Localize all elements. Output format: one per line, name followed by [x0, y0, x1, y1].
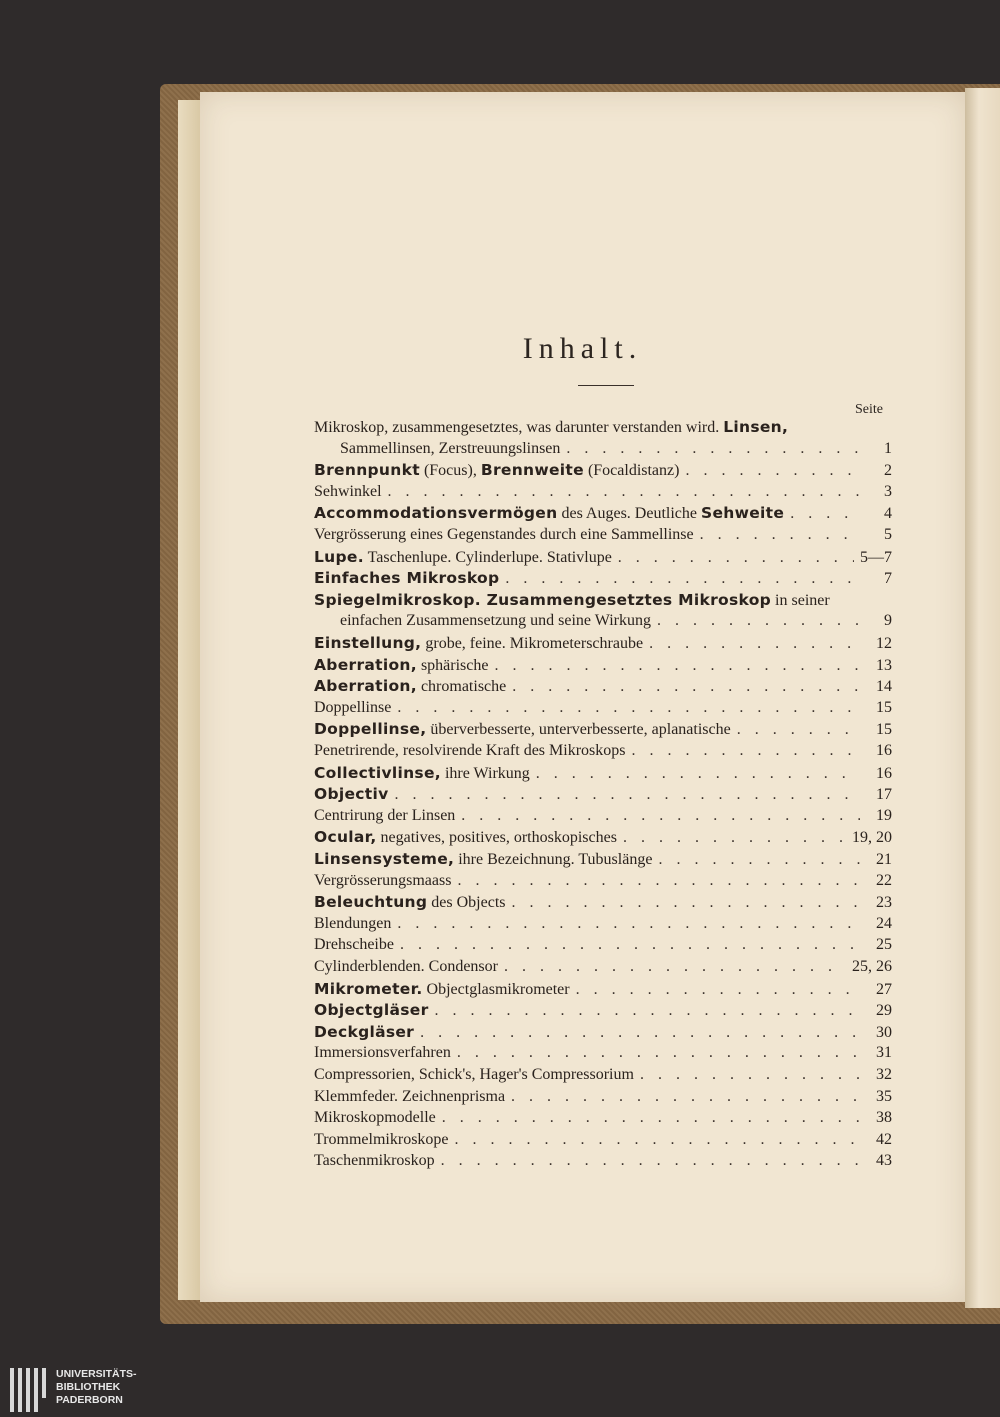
toc-page-number: 43	[876, 1152, 892, 1170]
toc-page-number: 31	[876, 1044, 892, 1062]
toc-entry-title	[314, 720, 731, 739]
toc-text: Vergrösserungsmaass	[314, 871, 452, 889]
toc-page-number: 14	[876, 678, 892, 696]
toc-entry	[314, 742, 892, 764]
toc-leader-dots	[400, 936, 860, 954]
toc-leader-dots	[457, 872, 860, 890]
toc-text: Blendungen	[314, 914, 392, 932]
toc-page-number: 15	[876, 698, 892, 716]
toc-entry	[314, 1109, 892, 1131]
toc-entry-title	[314, 828, 617, 847]
toc-leader-dots	[631, 742, 860, 760]
toc-page-number: 7	[884, 570, 892, 588]
toc-entry-title	[314, 807, 455, 825]
toc-entry-title	[314, 1131, 449, 1149]
toc-bold-term: Einstellung,	[314, 634, 422, 652]
library-logo	[10, 1368, 150, 1412]
toc-text: Trommelmikroskope	[314, 1130, 449, 1148]
toc-entry-title	[314, 569, 499, 588]
toc-leader-dots	[649, 635, 860, 653]
toc-text: Objectglasmikrometer	[422, 980, 570, 998]
toc-bold-term: Linsen,	[723, 418, 789, 436]
toc-text: Doppellinse	[314, 698, 392, 716]
toc-bold-term: Lupe.	[314, 547, 364, 566]
toc-entry	[314, 504, 892, 526]
toc-page-number: 22	[876, 871, 892, 889]
toc-bold-term: Aberration,	[314, 677, 417, 696]
toc-entry-title	[314, 915, 391, 933]
toc-text: in seiner	[771, 591, 830, 609]
page-edge	[178, 100, 202, 1300]
toc-entry-title	[314, 1109, 436, 1127]
toc-entry	[314, 828, 892, 850]
toc-leader-dots	[512, 678, 860, 696]
toc-text: Mikroskopmodelle	[314, 1109, 436, 1127]
toc-text: Sehwinkel	[314, 482, 382, 500]
toc-entry-title	[314, 1152, 435, 1170]
toc-entry	[314, 764, 892, 786]
toc-bold-term: Mikrometer.	[314, 979, 423, 998]
toc-entry	[314, 569, 892, 591]
toc-text: negatives, positives, orthoskopisches	[376, 829, 617, 847]
toc-entry-title	[314, 1066, 634, 1084]
toc-text: Drehscheibe	[314, 936, 394, 954]
toc-text: des Objects	[427, 894, 506, 912]
toc-page-number: 16	[876, 742, 892, 759]
toc-entry	[314, 634, 892, 656]
toc-entry	[314, 850, 892, 872]
toc-page-number: 4	[884, 505, 892, 523]
toc-page-number: 9	[884, 612, 892, 630]
toc-page-number: 3	[884, 482, 892, 500]
toc-entry	[314, 483, 892, 505]
toc-text: Centrirung der Linsen	[314, 806, 456, 824]
toc-text: (Focaldistanz)	[583, 462, 680, 480]
toc-entry	[340, 612, 892, 634]
toc-leader-dots	[658, 851, 860, 869]
toc-page-number: 23	[876, 894, 892, 912]
toc-page-number: 24	[876, 914, 892, 932]
toc-text: ihre Wirkung	[440, 764, 530, 782]
toc-leader-dots	[566, 440, 860, 458]
toc-entry-title	[314, 958, 498, 976]
toc-entry	[314, 936, 892, 958]
facing-page-edge	[965, 88, 1000, 1308]
page-title: Inhalt.	[522, 332, 643, 365]
toc-entry-title	[314, 980, 570, 999]
toc-text: einfachen Zusammensetzung und seine Wirkung	[340, 612, 651, 630]
toc-text: Compressorien, Schick's, Hager's Compressorium	[314, 1066, 634, 1083]
toc-leader-dots	[397, 699, 860, 717]
toc-page-number: 25	[876, 936, 892, 954]
toc-page-number: 19, 20	[852, 829, 892, 847]
toc-entry-title	[314, 634, 643, 653]
toc-text: Taschenmikroskop	[314, 1152, 435, 1170]
toc-entry-title	[314, 1023, 414, 1042]
toc-entry	[340, 440, 892, 462]
toc-entry	[314, 785, 892, 807]
toc-text: des Auges. Deutliche	[557, 505, 701, 523]
toc-bold-term: Aberration,	[314, 655, 417, 674]
toc-entry-title	[314, 1088, 505, 1106]
toc-entry-title	[314, 591, 830, 610]
toc-text: Klemmfeder. Zeichnenprisma	[314, 1087, 506, 1105]
toc-page-number: 5—7	[860, 548, 892, 566]
toc-entry-title	[314, 742, 625, 760]
toc-bold-term: Spiegelmikroskop. Zusammengesetztes Mikroskop	[314, 590, 772, 609]
toc-entry	[314, 526, 892, 548]
toc-text: Taschenlupe. Cylinderlupe. Stativlupe	[363, 548, 612, 566]
toc-page-number: 16	[876, 764, 892, 782]
toc-leader-dots	[576, 981, 860, 999]
toc-leader-dots	[461, 807, 860, 825]
toc-leader-dots	[657, 612, 860, 630]
toc-leader-dots	[455, 1131, 860, 1149]
toc-entry-title	[340, 440, 560, 458]
toc-page-number: 21	[876, 851, 892, 868]
toc-page-number: 27	[876, 980, 892, 998]
toc-leader-dots	[441, 1152, 860, 1170]
toc-page-number: 15	[876, 721, 892, 739]
toc-page-number: 17	[876, 786, 892, 804]
toc-leader-dots	[442, 1109, 860, 1127]
toc-entry-title	[314, 1001, 429, 1020]
toc-text: Sammellinsen, Zerstreuungslinsen	[340, 439, 561, 457]
toc-entry	[314, 915, 892, 937]
toc-entry	[314, 720, 892, 742]
title-rule	[578, 385, 634, 386]
toc-leader-dots	[457, 1044, 860, 1062]
toc-text: chromatische	[416, 678, 507, 696]
toc-bold-term: Brennweite	[480, 461, 584, 480]
toc-entry	[314, 807, 892, 829]
toc-leader-dots	[395, 786, 860, 804]
toc-bold-term: Linsensysteme,	[314, 850, 455, 868]
toc-page-number: 42	[876, 1130, 892, 1148]
toc-entry	[314, 893, 892, 915]
toc-bold-term: Collectivlinse,	[314, 763, 441, 782]
toc-entry-title	[314, 699, 391, 717]
toc-bold-term: Brennpunkt	[314, 461, 420, 480]
toc-entry-title	[314, 850, 652, 869]
toc-page-number: 12	[876, 635, 892, 652]
toc-page-number: 38	[876, 1109, 892, 1127]
toc-leader-dots	[700, 526, 860, 544]
toc-text: Mikroskop, zusammengesetztes, was darunter verstanden wird.	[314, 419, 724, 436]
toc-leader-dots	[388, 483, 860, 501]
toc-page-number: 32	[876, 1066, 892, 1083]
toc-leader-dots	[504, 958, 846, 976]
toc-entry	[314, 548, 892, 570]
toc-page-number: 19	[876, 806, 892, 824]
toc-page-number: 29	[876, 1002, 892, 1020]
toc-entry	[314, 980, 892, 1002]
toc-entry-title	[314, 872, 451, 890]
toc-leader-dots	[685, 462, 860, 480]
toc-entry-title	[314, 504, 784, 523]
toc-entry	[314, 1023, 892, 1045]
toc-entry	[314, 872, 892, 894]
toc-entry-title	[314, 461, 679, 480]
toc-entry-title	[314, 656, 488, 675]
toc-entry-title	[314, 1044, 451, 1062]
toc-entry	[314, 1131, 892, 1153]
toc-entry-title	[314, 548, 612, 567]
toc-bold-term: Objectiv	[314, 785, 389, 804]
toc-entry-title	[314, 893, 506, 912]
toc-entry	[314, 1066, 892, 1088]
toc-bold-term: Deckgläser	[314, 1022, 415, 1041]
toc-text: Vergrösserung eines Gegenstandes durch eine Sammellinse	[314, 526, 694, 543]
toc-bold-term: Objectgläser	[314, 1001, 429, 1020]
toc-entry	[314, 1088, 892, 1110]
toc-leader-dots	[737, 721, 860, 739]
toc-entry	[314, 418, 892, 440]
toc-bold-term: Beleuchtung	[314, 893, 428, 912]
toc-text: Cylinderblenden. Condensor	[314, 958, 498, 975]
toc-bold-term: Accommodationsvermögen	[314, 504, 558, 523]
toc-entry	[314, 677, 892, 699]
toc-text: überverbesserte, unterverbesserte, aplanatische	[426, 721, 731, 739]
toc-text: grobe, feine. Mikrometerschraube	[421, 635, 644, 652]
toc-leader-dots	[420, 1024, 860, 1042]
library-name: UNIVERSITÄTS- BIBLIOTHEK PADERBORN	[56, 1368, 137, 1406]
toc-leader-dots	[512, 894, 861, 912]
toc-leader-dots	[623, 829, 846, 847]
toc-page-number: 1	[884, 439, 892, 457]
toc-page-number: 25, 26	[852, 958, 892, 975]
toc-text: ihre Bezeichnung. Tubuslänge	[454, 851, 653, 868]
toc-leader-dots	[618, 549, 854, 567]
toc-leader-dots	[435, 1002, 860, 1020]
toc-bold-term: Sehweite	[701, 504, 785, 523]
toc-entry-title	[314, 764, 530, 783]
toc-entry	[314, 1001, 892, 1023]
toc-entry-title	[314, 483, 382, 501]
toc-text: Immersionsverfahren	[314, 1044, 451, 1062]
toc-text: sphärische	[416, 656, 489, 674]
toc-entry	[314, 591, 892, 613]
toc-page-number: 2	[884, 462, 892, 480]
toc-page-number: 35	[876, 1087, 892, 1105]
toc-leader-dots	[505, 570, 860, 588]
toc-bold-term: Ocular,	[314, 828, 377, 847]
toc-page-number: 5	[884, 526, 892, 543]
toc-leader-dots	[536, 765, 860, 783]
toc-entry	[314, 1044, 892, 1066]
toc-entry	[314, 461, 892, 483]
toc-entry-title	[314, 936, 394, 954]
toc-leader-dots	[511, 1088, 860, 1106]
seite-label: Seite	[855, 402, 883, 417]
toc-leader-dots	[397, 915, 860, 933]
toc-entry-title	[340, 612, 651, 630]
toc-page-number: 30	[876, 1023, 892, 1041]
toc-bold-term: Einfaches Mikroskop	[314, 569, 500, 588]
toc-entry-title	[314, 526, 694, 544]
toc-entry	[314, 656, 892, 678]
toc-page-number: 13	[876, 656, 892, 674]
toc-leader-dots	[494, 657, 860, 675]
toc-entry-title	[314, 785, 389, 804]
toc-entry	[314, 1152, 892, 1174]
toc-text: (Focus),	[419, 462, 481, 480]
toc-leader-dots	[640, 1066, 860, 1084]
toc-text: Penetrirende, resolvirende Kraft des Mikroskops	[314, 742, 626, 759]
toc-entry	[314, 958, 892, 980]
toc-entry-title	[314, 418, 788, 437]
toc-entry	[314, 699, 892, 721]
toc-leader-dots	[790, 505, 860, 523]
toc-entry-title	[314, 677, 506, 696]
barcode-icon	[10, 1368, 48, 1412]
toc-bold-term: Doppellinse,	[314, 720, 427, 739]
